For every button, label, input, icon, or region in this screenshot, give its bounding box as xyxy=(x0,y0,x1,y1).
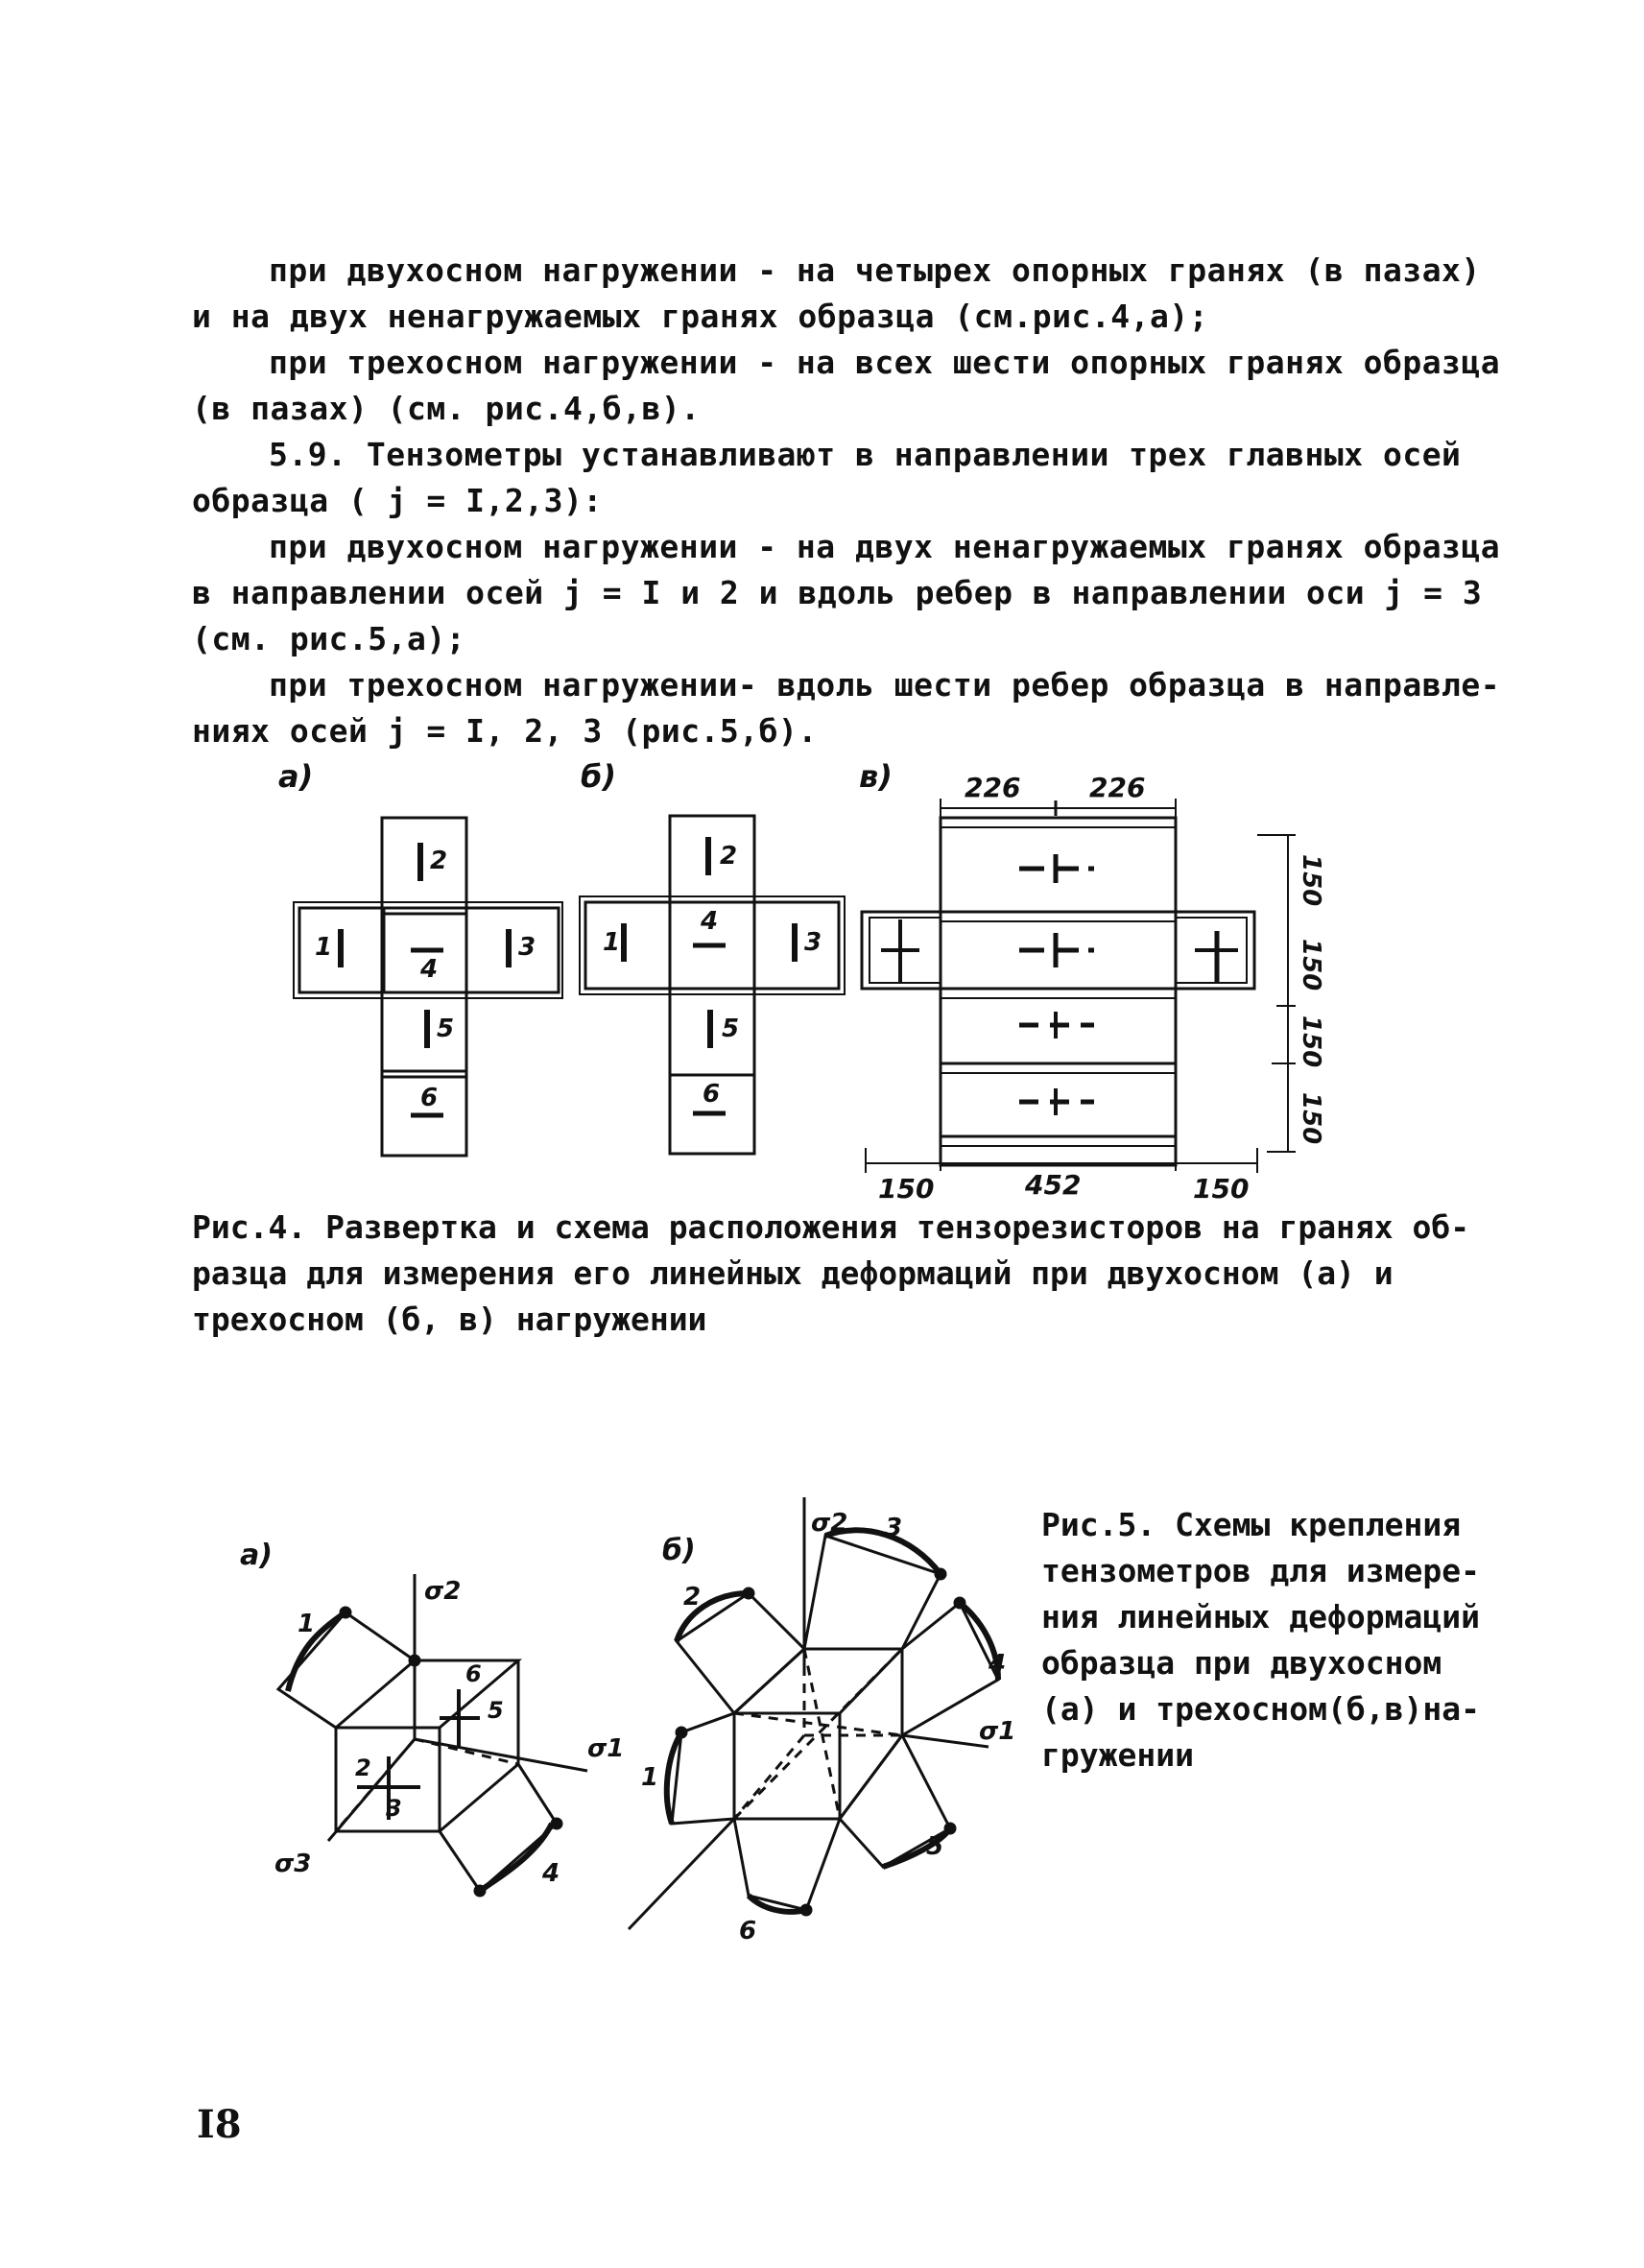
para2-line2: (в пазах) (см. рис.4,б,в). xyxy=(192,390,701,427)
fig4c-dim-right-4: 150 xyxy=(1297,1092,1325,1145)
fig4c-dim-top-1: 226 xyxy=(965,772,1021,803)
fig4c-dim-right-3: 150 xyxy=(1297,1015,1325,1068)
fig5a-label-4: 4 xyxy=(542,1859,560,1888)
fig4a-label-2: 2 xyxy=(430,847,448,875)
fig5a-axis-sigma3: σ3 xyxy=(274,1850,312,1878)
fig4a-label-3: 3 xyxy=(518,933,536,962)
fig4a-unfolding xyxy=(278,758,562,1156)
fig5b-panel-label: б) xyxy=(662,1534,696,1567)
fig4-caption xyxy=(192,1205,1470,1343)
fig5b-label-1: 1 xyxy=(641,1763,659,1792)
fig4c-dim-bottom-3: 150 xyxy=(1193,1173,1250,1205)
fig4b-unfolding xyxy=(580,758,845,1154)
fig4c-dim-bottom-2: 452 xyxy=(1025,1169,1082,1201)
para4-line1: при двухосном нагружении - на двух ненагружаемых гранях образца xyxy=(269,528,1501,565)
fig5-caption xyxy=(1041,1502,1521,1779)
fig5-caption-line1: Рис.5. Схемы крепления xyxy=(1041,1506,1462,1543)
fig4b-panel-label: б) xyxy=(581,758,616,795)
fig5a-label-3: 3 xyxy=(386,1795,402,1822)
fig5b-axis-sigma1: σ1 xyxy=(979,1717,1016,1746)
fig5a-axis-sigma1: σ1 xyxy=(587,1734,625,1763)
para4-line3: (см. рис.5,а); xyxy=(192,620,466,657)
fig4b-label-1: 1 xyxy=(603,928,621,957)
fig4c-dim-bottom-1: 150 xyxy=(878,1173,935,1205)
fig4b-label-2: 2 xyxy=(720,842,738,871)
para3-line1: 5.9. Тензометры устанавливают в направлении трех главных осей xyxy=(269,436,1462,473)
fig4a-panel-label: а) xyxy=(278,758,314,795)
fig5-caption-line6: гружении xyxy=(1041,1736,1194,1774)
fig5b-label-6: 6 xyxy=(739,1917,757,1946)
fig5b-cube xyxy=(629,1497,1015,1946)
fig4c-panel-label: в) xyxy=(859,758,893,795)
fig4a-label-6: 6 xyxy=(420,1084,439,1112)
fig5b-label-3: 3 xyxy=(885,1514,903,1542)
fig5a-label-6: 6 xyxy=(465,1660,482,1687)
fig5b-label-2: 2 xyxy=(683,1583,702,1611)
para4-line2: в направлении осей j = I и 2 и вдоль ребер в направлении оси j = 3 xyxy=(192,574,1483,611)
fig4a-label-5: 5 xyxy=(437,1015,455,1043)
fig4b-label-4: 4 xyxy=(701,907,719,936)
fig4-caption-line1: Рис.4. Развертка и схема расположения тензорезисторов на гранях об- xyxy=(192,1208,1470,1246)
fig4b-label-3: 3 xyxy=(804,928,822,957)
fig5a-cube xyxy=(240,1539,624,1896)
fig4b-label-6: 6 xyxy=(703,1080,721,1109)
fig4c-dim-top-2: 226 xyxy=(1089,772,1146,803)
fig5a-panel-label: а) xyxy=(240,1539,273,1572)
para3-line2: образца ( j = I,2,3): xyxy=(192,482,603,519)
para1-line1: при двухосном нагружении - на четырех опорных гранях (в пазах) xyxy=(269,251,1481,289)
fig4c-dim-right-2: 150 xyxy=(1297,939,1325,991)
fig5-caption-line3: ния линейных деформаций xyxy=(1041,1598,1480,1635)
fig5a-label-5: 5 xyxy=(488,1697,504,1724)
fig4-caption-line3: трехосном (б, в) нагружении xyxy=(192,1301,707,1338)
fig5-caption-line5: (а) и трехосном(б,в)на- xyxy=(1041,1690,1480,1728)
fig4-caption-line2: разца для измерения его линейных деформаций при двухосном (а) и xyxy=(192,1254,1394,1292)
fig4a-label-1: 1 xyxy=(315,933,333,962)
page-number: I8 xyxy=(197,2102,242,2147)
fig5b-axis-sigma2: σ2 xyxy=(811,1509,848,1538)
fig5b-label-4: 4 xyxy=(989,1650,1007,1679)
fig5a-label-1: 1 xyxy=(298,1610,316,1638)
fig4b-label-5: 5 xyxy=(722,1015,740,1043)
para5-line2: ниях осей j = I, 2, 3 (рис.5,б). xyxy=(192,712,818,750)
fig5a-axis-sigma2: σ2 xyxy=(424,1577,462,1606)
para2-line1: при трехосном нагружении - на всех шести опорных гранях образца xyxy=(269,344,1501,381)
para5-line1: при трехосном нагружении- вдоль шести ребер образца в направле- xyxy=(269,666,1501,704)
fig5-caption-line4: образца при двухосном xyxy=(1041,1644,1442,1682)
fig4a-label-4: 4 xyxy=(420,955,439,984)
fig5-caption-line2: тензометров для измере- xyxy=(1041,1552,1480,1589)
fig4c-dim-right-1: 150 xyxy=(1297,854,1325,907)
para1-line2: и на двух ненагружаемых гранях образца (см.рис.4,а); xyxy=(192,298,1209,335)
fig4c-layout xyxy=(859,758,1325,1205)
fig5b-label-5: 5 xyxy=(926,1832,944,1861)
fig5a-label-2: 2 xyxy=(355,1755,371,1781)
